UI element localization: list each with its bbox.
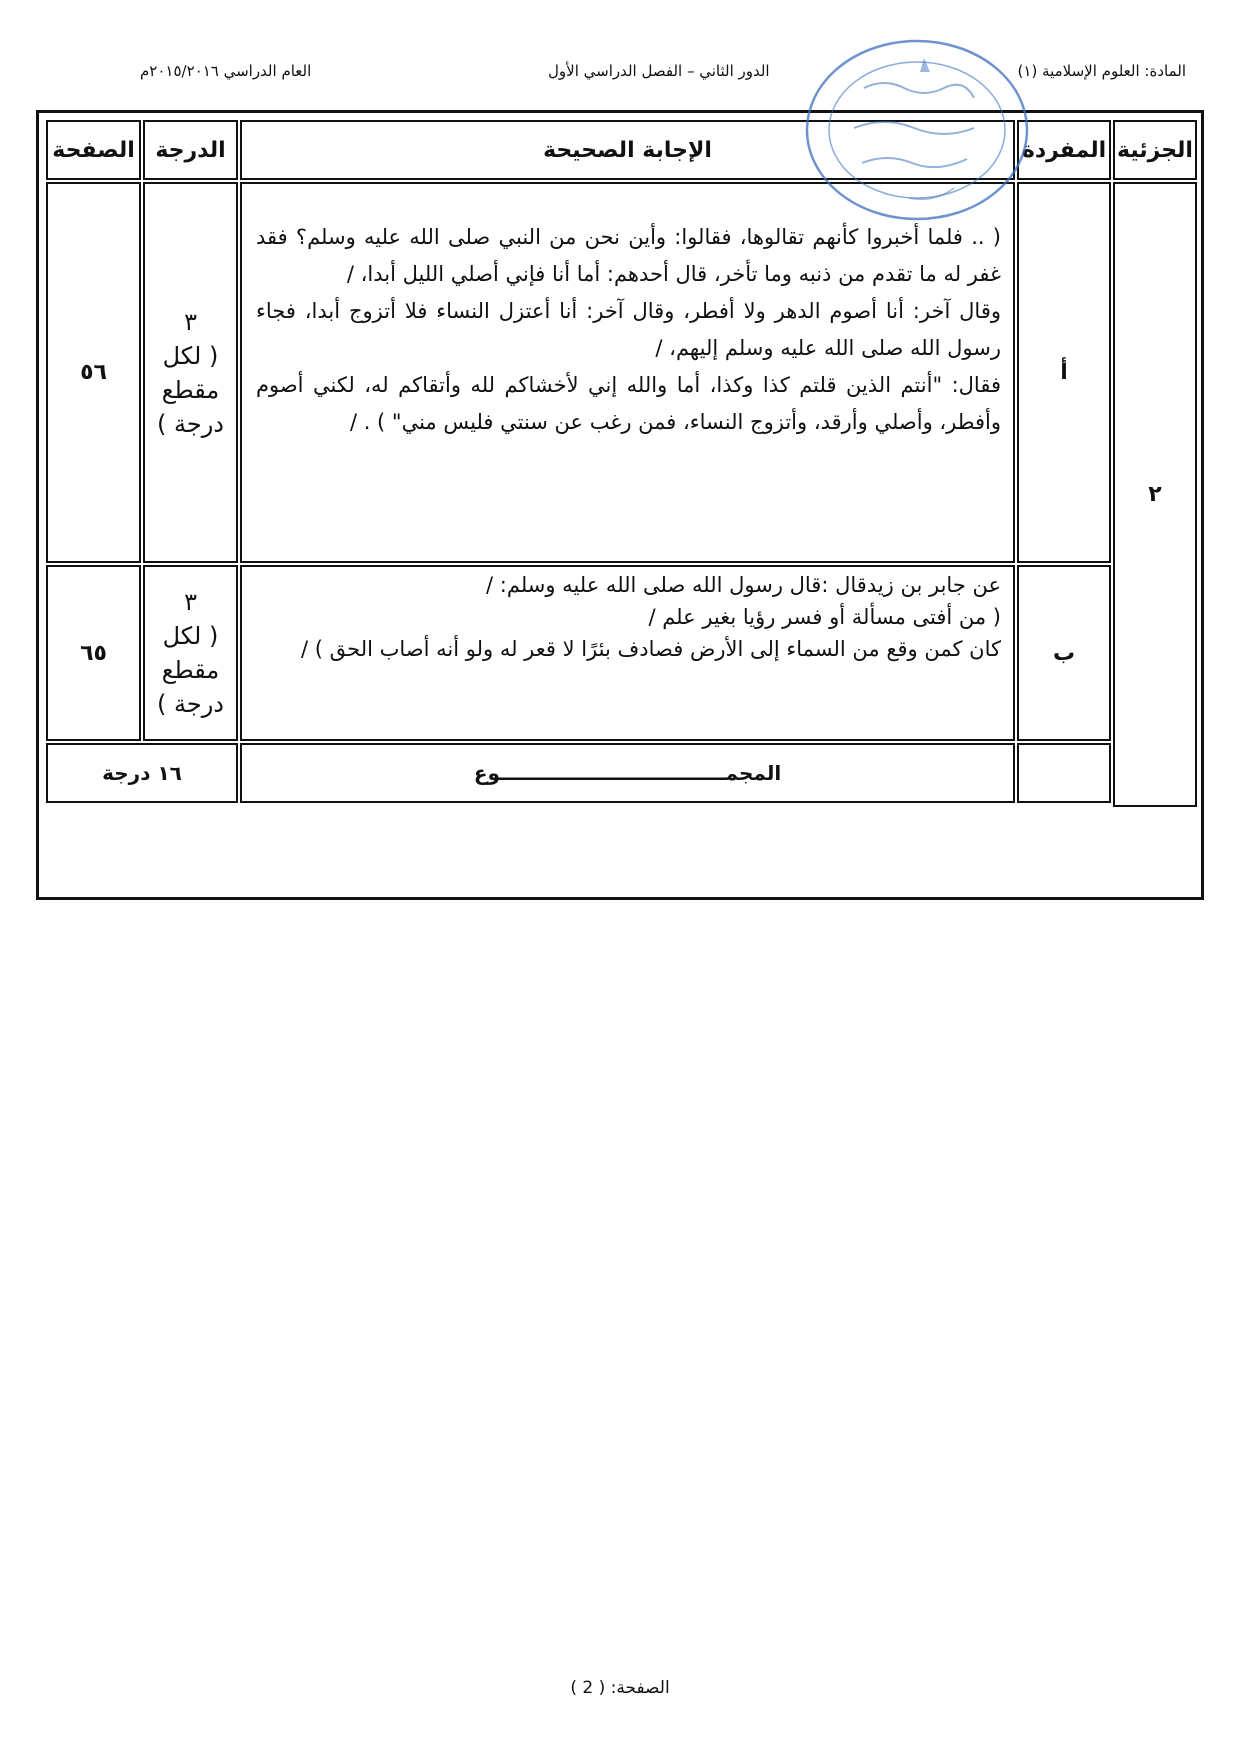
column-header-part: الجزئية [1113,120,1197,180]
page-number-footer: الصفحة: ( 2 ) [570,1678,670,1698]
grade-content [143,182,238,563]
answer-line: وقال آخر: أنا أصوم الدهر ولا أفطر، وقال آخر: أنا أعتزل النساء فلا أتزوج أبدا، فجاء رسول الله صلى الله عليه وسلم إليهم، / [256,299,1001,360]
academic-year-label: العام الدراسي ٢٠١٥/٢٠١٦م [140,62,312,80]
column-header-correct-answer: الإجابة الصحيحة [240,120,1015,180]
total-label: المجمـــــــــــــــــــــــــــــــــوع [473,761,782,785]
subject-label: المادة: العلوم الإسلامية (١) [1017,62,1186,80]
page-number: ٥٦ [80,360,107,385]
grade-value: ٣ [184,307,197,336]
grade-note: ( لكل مقطع درجة ) [157,622,224,718]
answer-line: عن جابر بن زيدقال :قال رسول الله صلى الله عليه وسلم: / [486,573,1001,597]
column-header-grade: الدرجة [143,120,238,180]
page-number: ٦٥ [80,640,107,666]
grade-content [143,565,238,741]
answer-text [248,219,1009,549]
answer-line: فقال: "أنتم الذين قلتم كذا وكذا، أما والله إني لأخشاكم لله وأتقاكم له، لكني أصوم وأفطر، وأصلي وأرقد، وأتزوج النساء، فمن رغب عن سنتي فليس مني" ) . / [256,373,1001,434]
question-number: ٢ [1148,482,1162,507]
grade-note: ( لكل مقطع درجة ) [157,341,224,438]
item-label: أ [1060,360,1068,385]
answer-line: ( .. فلما أخبروا كأنهم تقالوها، فقالوا: وأين نحن من النبي صلى الله عليه وسلم؟ فقد غفر له ما تقدم من ذنبه وما تأخر، قال أحدهم: أما أنا فإني أصلي الليل أبدا، / [256,225,1001,286]
answer-line: كان كمن وقع من السماء إلى الأرض فصادف بئرًا لا قعر له ولو أنه أصاب الحق ) / [301,637,1001,661]
item-label: ب [1052,640,1076,666]
answer-key-table [36,110,1204,900]
total-value: ١٦ درجة [102,761,182,785]
session-label: الدور الثاني – الفصل الدراسي الأول [548,62,770,80]
answer-line: ( من أفتى مسألة أو فسر رؤيا بغير علم / [648,605,1001,629]
grade-value: ٣ [184,588,197,616]
total-item-cell [1017,743,1111,803]
answer-text [248,569,1009,737]
column-header-page: الصفحة [46,120,141,180]
column-header-item: المفردة [1017,120,1111,180]
